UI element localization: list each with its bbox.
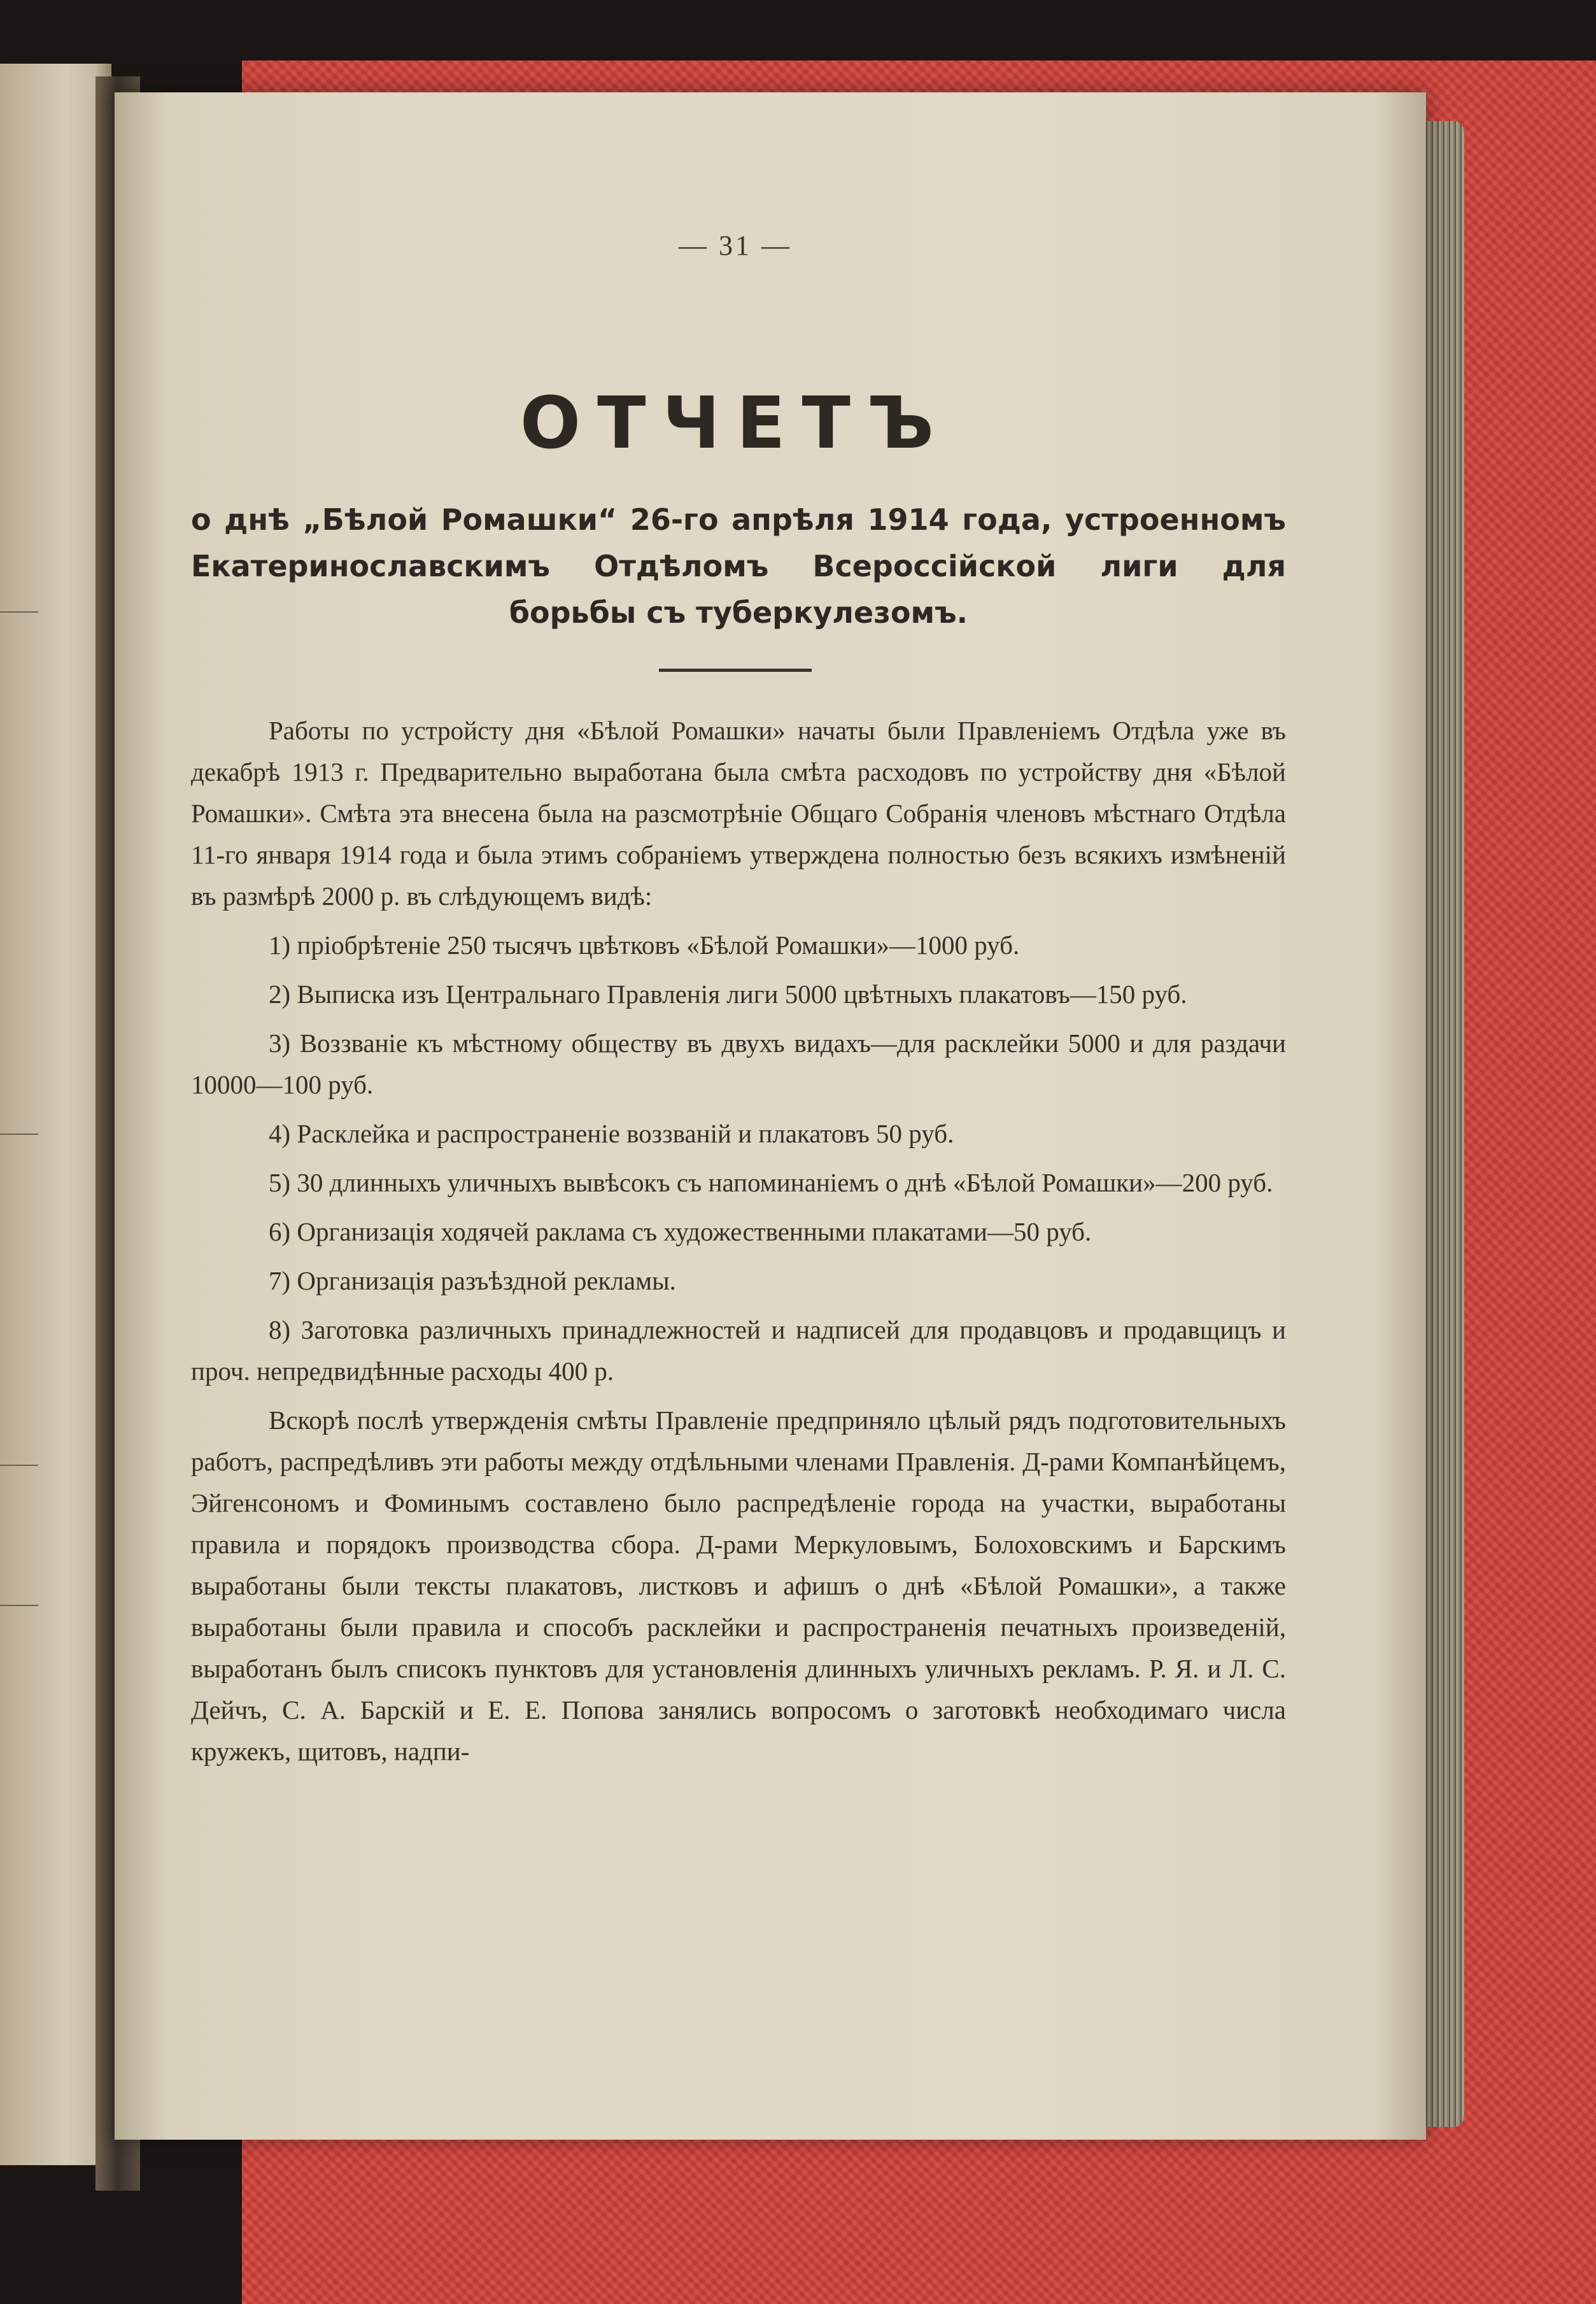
title-divider [659, 669, 812, 672]
report-title: ОТЧЕТЪ [519, 382, 951, 465]
paragraph-preparations: Вскорѣ послѣ утвержденія смѣты Правленіе предприняло цѣлый рядъ подготовительныхъ работъ, распредѣливъ эти работы между отдѣльными членами Правленія. Д-рами Компанѣйцемъ, Эйгенсономъ и Фоминымъ составлено было распредѣленіе города на участки, выработаны правила и порядокъ производства сбора. Д-рами Меркуловымъ, Болоховскимъ и Барскимъ выработаны были тексты плакатовъ, листковъ и афишъ о днѣ «Бѣлой Ромашки», а также выработаны были правила и способъ расклейки и распространенія печатныхъ произведеній, выработанъ былъ списокъ пунктовъ для установленія длинныхъ уличныхъ рекламъ. Р. Я. и Л. С. Дейчъ, С. А. Барскій и Е. Е. Попова занялись вопросомъ о заготовкѣ необходимаго числа кружекъ, щитовъ, надпи- [191, 1405, 1286, 1766]
left-page-mark [0, 1134, 38, 1135]
left-page-mark [0, 611, 38, 613]
report-subtitle: о днѣ „Бѣлой Ромашки“ 26-го апрѣля 1914 года, устроенномъ Екатеринославскимъ Отдѣломъ Всероссійской лиги для борьбы съ туберкулезомъ. [191, 502, 1286, 630]
left-page-mark [0, 1465, 38, 1466]
previous-page-edge [0, 64, 111, 2165]
report-body [191, 710, 1286, 1780]
page-number: — 31 — [679, 230, 792, 261]
list-item-5: 5) 30 длинныхъ уличныхъ вывѣсокъ съ напоминаніемъ о днѣ «Бѣлой Ромашки»—200 руб. [269, 1168, 1273, 1197]
list-item-3: 3) Воззваніе къ мѣстному обществу въ двухъ видахъ—для расклейки 5000 и для раздачи 10000—100 руб. [191, 1028, 1286, 1099]
left-page-mark [0, 1605, 38, 1606]
list-item-4: 4) Расклейка и распространеніе воззваній и плакатовъ 50 руб. [269, 1119, 954, 1148]
paragraph-intro: Работы по устройсту дня «Бѣлой Ромашки» начаты были Правленіемъ Отдѣла уже въ декабрѣ 1913 г. Предварительно выработана была смѣта расходовъ по устройству дня «Бѣлой Ромашки». Смѣта эта внесена была на разсмотрѣніе Общаго Собранія членовъ мѣстнаго Отдѣла 11-го января 1914 года и была этимъ собраніемъ утверждена полностью безъ всякихъ измѣненій въ размѣрѣ 2000 р. въ слѣдующемъ видѣ: [191, 716, 1286, 911]
list-item-7: 7) Организація разъѣздной рекламы. [269, 1266, 676, 1295]
list-item-1: 1) пріобрѣтеніе 250 тысячъ цвѣтковъ «Бѣлой Ромашки»—1000 руб. [269, 930, 1020, 960]
list-item-6: 6) Организація ходячей раклама съ художественными плакатами—50 руб. [269, 1217, 1092, 1246]
list-item-8: 8) Заготовка различныхъ принадлежностей и надписей для продавцовъ и продавщицъ и проч. непредвидѣнные расходы 400 р. [191, 1315, 1286, 1386]
list-item-2: 2) Выписка изъ Центральнаго Правленія лиги 5000 цвѣтныхъ плакатовъ—150 руб. [269, 979, 1187, 1009]
